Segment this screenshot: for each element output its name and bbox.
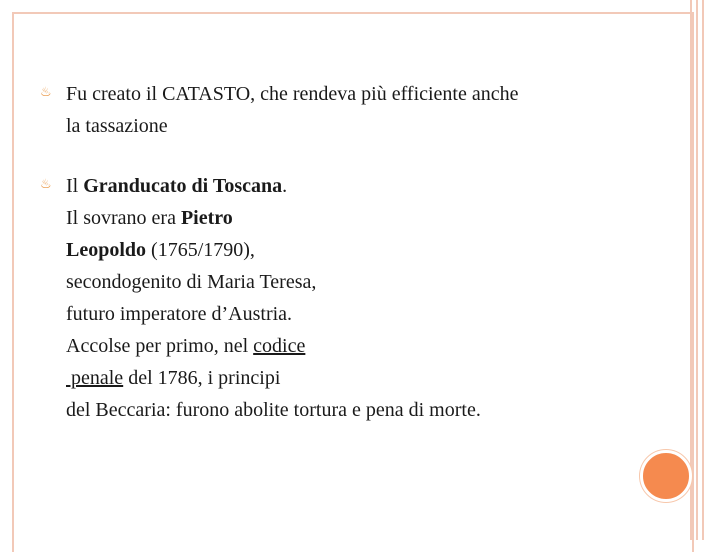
text-line: del Beccaria: furono abolite tortura e pena di morte. [66,399,481,421]
bullet-item [40,78,640,142]
bullet-item [40,170,640,426]
text-line: penale del 1786, i principi [66,367,281,389]
slide-content [40,78,640,454]
decorative-rule [690,0,692,540]
decorative-rule [702,0,704,540]
penale-link[interactable]: penale [66,367,124,389]
text-line: Leopoldo (1765/1790), [66,239,255,261]
bullet-text: Fu creato il CATASTO, che rendeva più efficiente anche la tassazione [66,83,519,137]
text-line: Accolse per primo, nel codice [66,335,306,357]
text-line: Il Granducato di Toscana. [66,175,288,197]
bullet-text [66,170,640,426]
codice-link[interactable]: codice [253,335,306,357]
accent-circle [640,450,692,502]
fire-bullet-icon: ♨ [40,85,52,100]
text-line: secondogenito di Maria Teresa, [66,271,317,293]
text-line: futuro imperatore d’Austria. [66,303,293,325]
fire-bullet-icon: ♨ [40,177,52,192]
text-line: Il sovrano era Pietro [66,207,233,229]
decorative-rule [696,0,698,540]
